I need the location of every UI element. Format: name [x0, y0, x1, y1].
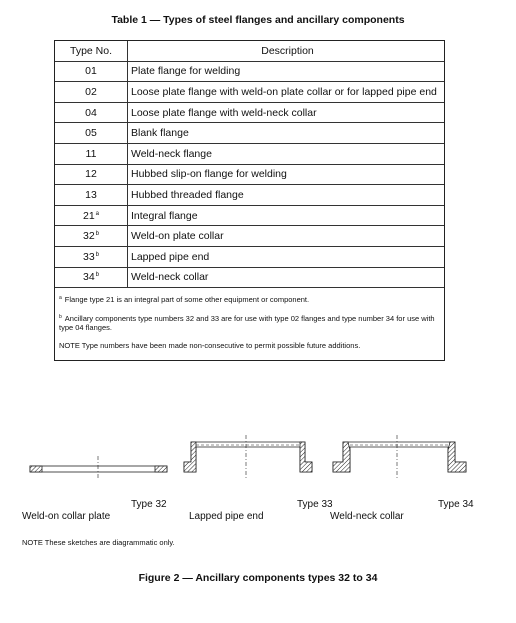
footnote-reference: b — [95, 251, 100, 258]
type-number-cell — [55, 82, 128, 103]
type-number-cell — [55, 102, 128, 123]
type-number-cell — [55, 143, 128, 164]
description-cell: Hubbed threaded flange — [128, 185, 445, 206]
type-number-cell — [55, 123, 128, 144]
description-cell: Loose plate flange with weld-on plate collar or for lapped pipe end — [128, 82, 445, 103]
footnote-reference: a — [95, 210, 100, 217]
footnote-b — [59, 313, 440, 333]
type-number: 05 — [85, 127, 97, 140]
description-cell: Weld-neck collar — [128, 267, 445, 288]
table-row — [55, 102, 444, 123]
table-title: Table 1 — Types of steel flanges and ancillary components — [111, 14, 405, 26]
type-number-cell — [55, 226, 128, 247]
table-row — [55, 143, 444, 164]
footnote-b-text: Ancillary components type numbers 32 and 33 are for use with type 02 flanges and type number 34 for use with type 04 flanges. — [59, 313, 435, 333]
type-number-cell — [55, 246, 128, 267]
type34-sketch — [333, 435, 466, 480]
label-lapped-pipe-end: Lapped pipe end — [189, 511, 264, 522]
type-number-cell — [55, 205, 128, 226]
header-type-no: Type No. — [55, 41, 128, 61]
table-row — [55, 164, 444, 185]
table-row — [55, 123, 444, 144]
footnote-a — [59, 294, 440, 305]
table-note: NOTE Type numbers have been made non-consecutive to permit possible future additions. — [59, 340, 361, 350]
type-number: 34 — [82, 271, 95, 284]
description-cell: Lapped pipe end — [128, 246, 445, 267]
label-weld-neck-collar: Weld-neck collar — [330, 511, 404, 522]
table-row — [55, 185, 444, 206]
label-type-34: Type 34 — [438, 499, 474, 510]
type-number-cell — [55, 267, 128, 288]
type-number: 04 — [85, 106, 97, 119]
description-cell: Hubbed slip-on flange for welding — [128, 164, 445, 185]
type-number: 21 — [82, 209, 95, 222]
footnote-a-text: Flange type 21 is an integral part of some other equipment or component. — [64, 295, 310, 305]
type-number: 11 — [85, 147, 97, 160]
type-number: 12 — [85, 168, 97, 181]
type32-sketch — [30, 456, 167, 478]
description-cell: Weld-on plate collar — [128, 226, 445, 247]
type-number-cell — [55, 61, 128, 82]
type-number: 33 — [82, 250, 95, 263]
type-number: 01 — [85, 65, 97, 78]
flange-types-table — [54, 40, 445, 361]
type-number: 02 — [85, 85, 97, 98]
description-cell: Blank flange — [128, 123, 445, 144]
description-cell: Weld-neck flange — [128, 143, 445, 164]
label-type-33: Type 33 — [297, 499, 333, 510]
table-row — [55, 82, 444, 103]
footnote-b-mark: b — [59, 313, 62, 320]
figure-title: Figure 2 — Ancillary components types 32 to 34 — [138, 572, 378, 584]
type33-sketch — [184, 435, 312, 480]
table-header-row — [55, 41, 444, 61]
label-weld-on-collar-plate: Weld-on collar plate — [22, 511, 111, 522]
description-cell: Loose plate flange with weld-neck collar — [128, 102, 445, 123]
description-cell: Plate flange for welding — [128, 61, 445, 82]
table-row — [55, 246, 444, 267]
description-cell: Integral flange — [128, 205, 445, 226]
ancillary-components-sketches — [0, 430, 516, 490]
type-number-cell — [55, 185, 128, 206]
table-row — [55, 267, 444, 288]
type-number: 32 — [82, 230, 95, 243]
table-row — [55, 61, 444, 82]
type-number: 13 — [85, 188, 97, 201]
footnote-reference: b — [95, 272, 100, 279]
table-notes — [55, 288, 444, 360]
footnote-a-mark: a — [59, 295, 62, 302]
type-number-cell — [55, 164, 128, 185]
header-description: Description — [128, 41, 445, 61]
figure-note: NOTE These sketches are diagrammatic only. — [22, 538, 175, 547]
label-type-32: Type 32 — [131, 499, 167, 510]
table-row — [55, 205, 444, 226]
footnote-reference: b — [95, 231, 100, 238]
table-row — [55, 226, 444, 247]
